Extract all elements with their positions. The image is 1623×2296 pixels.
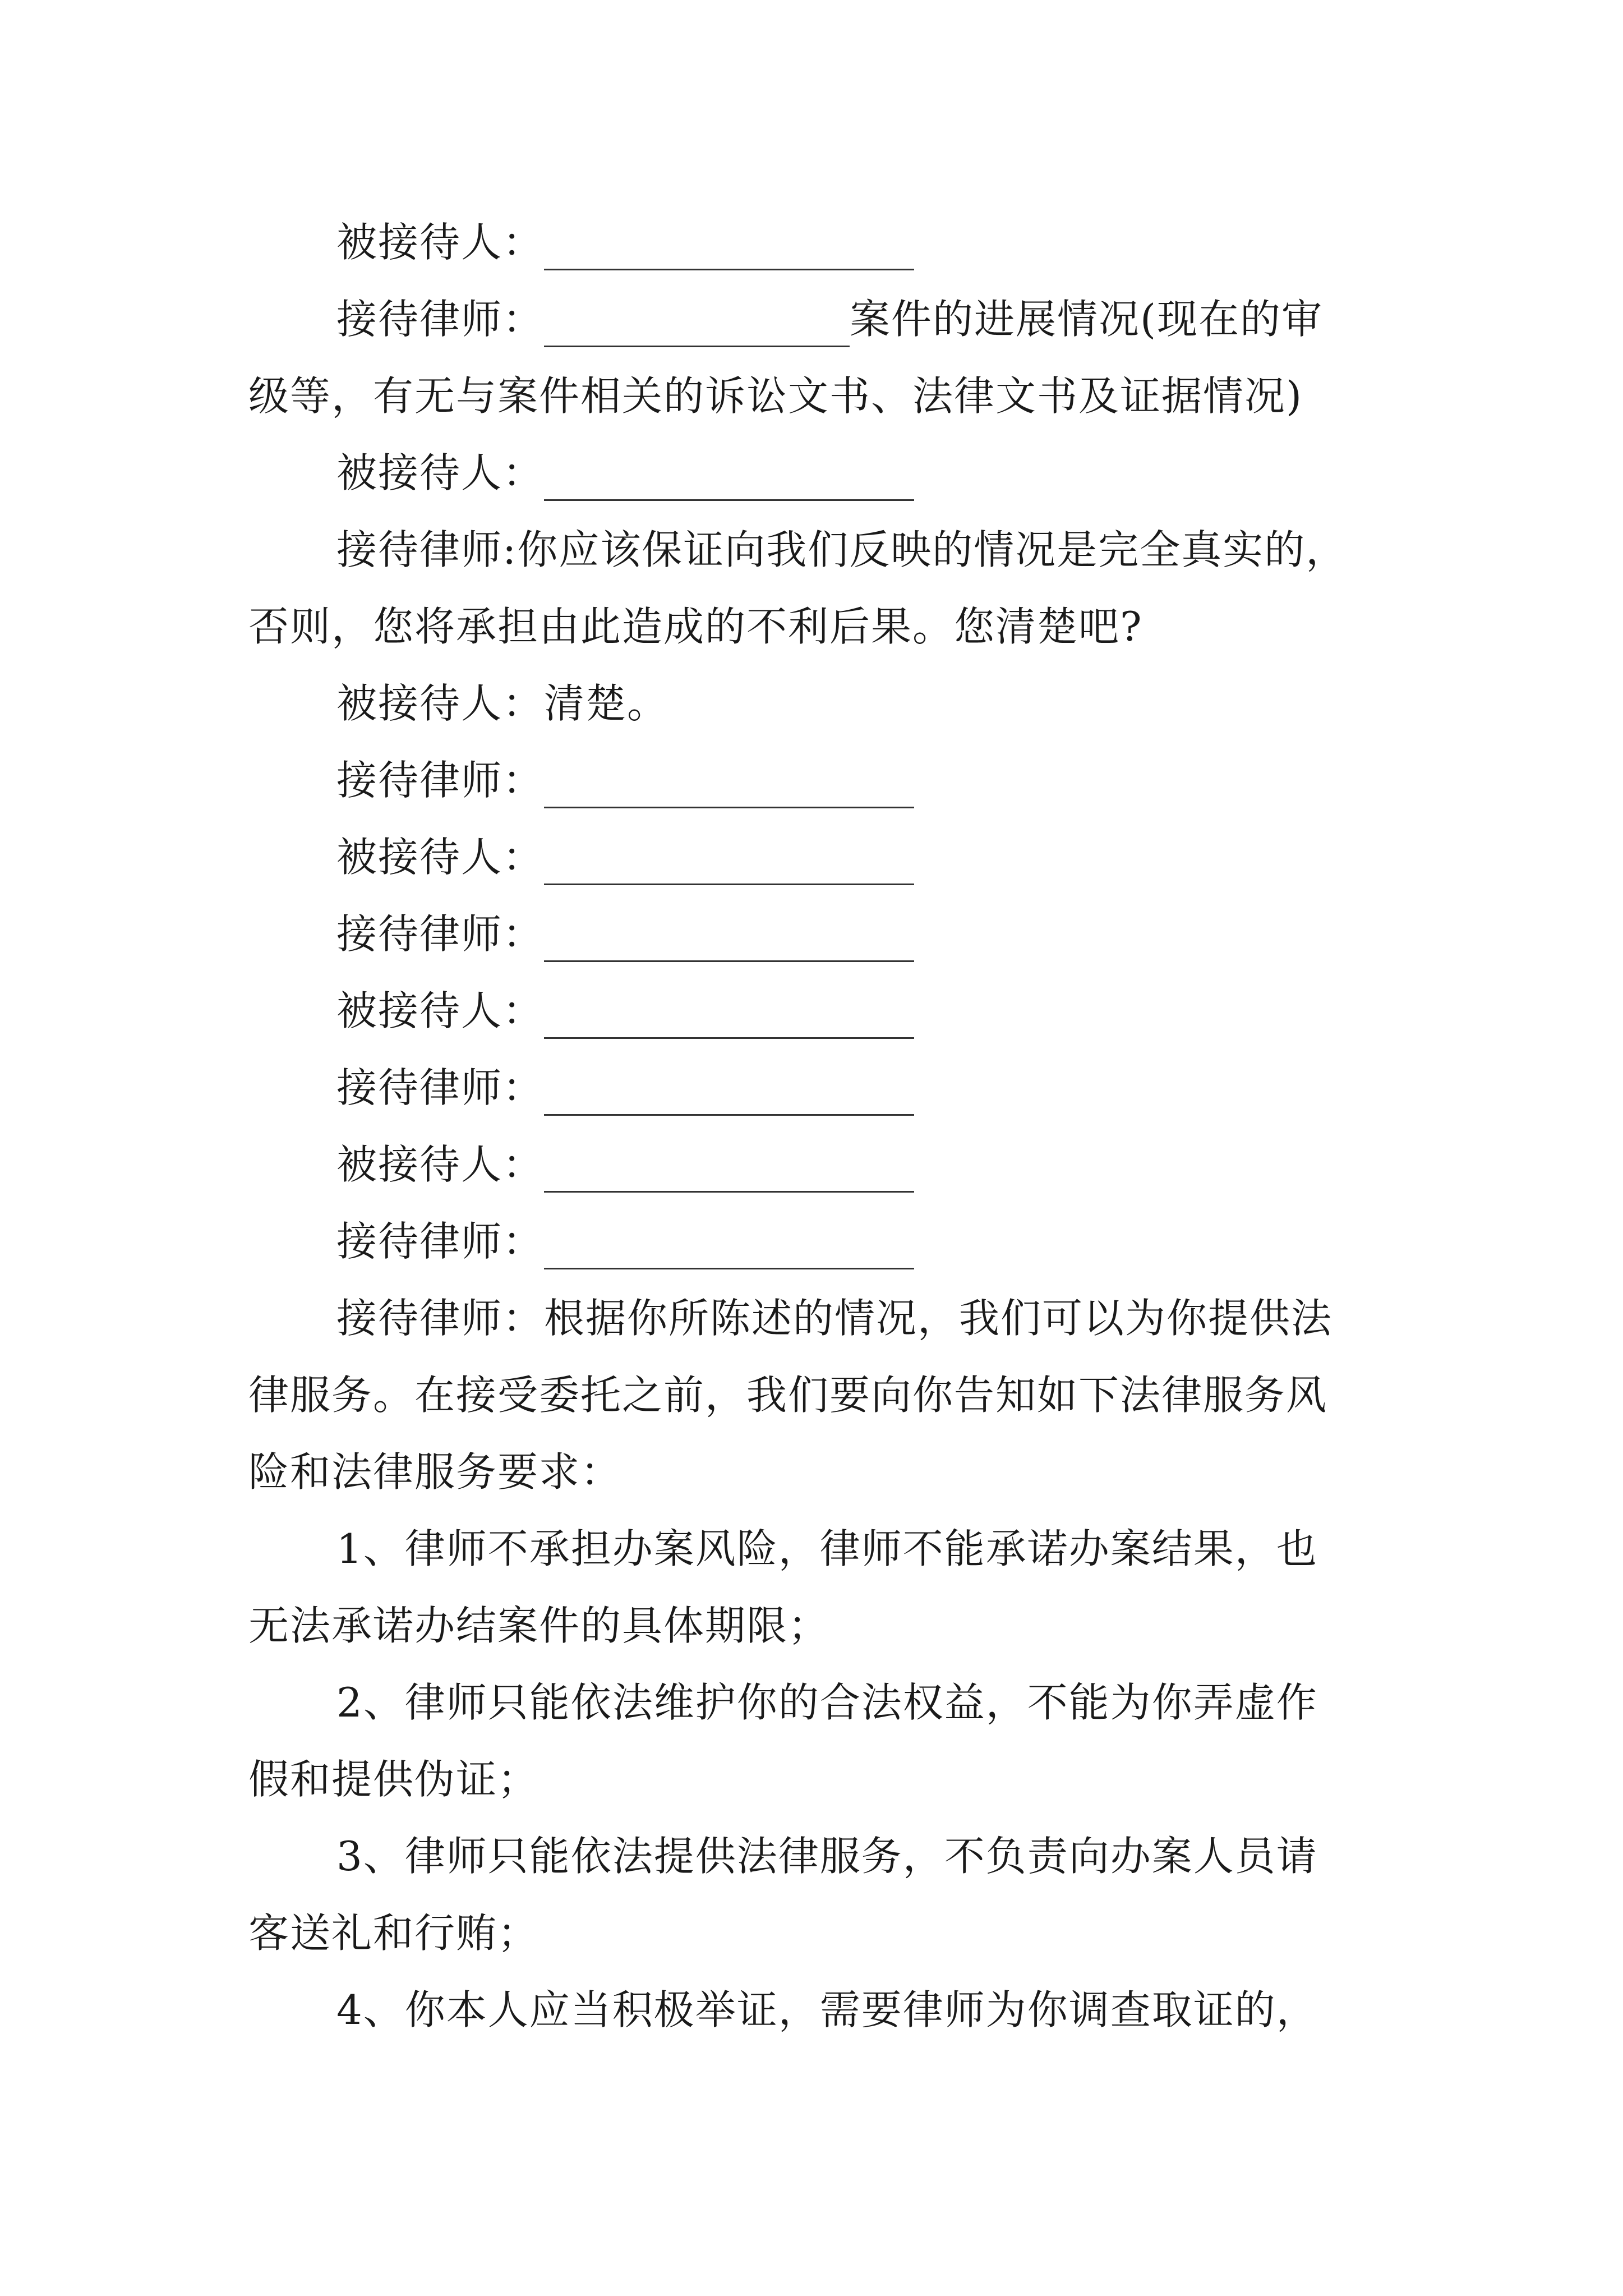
line-text: 3、律师只能依法提供法律服务，不负责向办案人员请: [336, 1833, 1318, 1880]
blank-field[interactable]: [544, 229, 914, 270]
speaker-label: 接待律师:: [336, 526, 518, 573]
list-item: [336, 1828, 1318, 1884]
speaker-label: 被接待人：: [336, 1141, 545, 1188]
speaker-label: 接待律师：: [336, 1218, 545, 1265]
blank-field[interactable]: [544, 460, 914, 501]
dialogue-line: [336, 752, 914, 808]
blank-field[interactable]: [544, 306, 850, 347]
line-text: 律服务。在接受委托之前，我们要向你告知如下法律服务风: [248, 1372, 1328, 1419]
dialogue-line: [336, 829, 914, 885]
continuation-line: [248, 368, 1303, 424]
continuation-line: [248, 599, 1143, 655]
line-text: 你应该保证向我们反映的情况是完全真实的，: [517, 526, 1348, 573]
blank-field[interactable]: [544, 844, 914, 885]
dialogue-line: [336, 291, 1323, 347]
speaker-label: 被接待人：: [336, 834, 545, 881]
dialogue-line: [336, 1213, 914, 1269]
line-text: 清楚。: [544, 680, 669, 727]
speaker-label: 接待律师：: [336, 1064, 545, 1111]
continuation-line: [248, 1598, 829, 1654]
dialogue-line: [336, 1290, 1332, 1346]
line-text: 4、你本人应当积极举证，需要律师为你调查取证的，: [336, 1986, 1318, 2033]
blank-field[interactable]: [544, 921, 914, 962]
list-item: [336, 1674, 1318, 1731]
blank-field[interactable]: [544, 767, 914, 808]
line-text: 假和提供伪证；: [248, 1756, 540, 1803]
speaker-label: 被接待人：: [336, 219, 545, 266]
continuation-line: [248, 1444, 622, 1500]
dialogue-line: [336, 214, 914, 270]
dialogue-line: [336, 983, 914, 1039]
speaker-label: 被接待人：: [336, 987, 545, 1034]
dialogue-line: [336, 675, 668, 731]
list-item: [336, 1982, 1318, 2038]
blank-field[interactable]: [544, 1075, 914, 1116]
blank-field[interactable]: [544, 1228, 914, 1269]
line-text: 无法承诺办结案件的具体期限；: [248, 1602, 830, 1649]
speaker-label: 接待律师：: [336, 1295, 545, 1342]
speaker-label: 被接待人：: [336, 449, 545, 496]
dialogue-line: [336, 522, 1347, 578]
line-text: 客送礼和行贿；: [248, 1910, 540, 1957]
dialogue-line: [336, 445, 914, 501]
dialogue-line: [336, 1137, 914, 1193]
line-text: 案件的进展情况(现在的审: [850, 296, 1324, 343]
speaker-label: 接待律师：: [336, 910, 545, 958]
line-text: 根据你所陈述的情况，我们可以为你提供法: [544, 1295, 1333, 1342]
line-text: 否则，您将承担由此造成的不利后果。您清楚吧?: [248, 603, 1143, 650]
list-item: [336, 1521, 1318, 1577]
line-text: 1、律师不承担办案风险，律师不能承诺办案结果，也: [336, 1525, 1318, 1572]
line-text: 险和法律服务要求：: [248, 1448, 623, 1496]
dialogue-line: [336, 1060, 914, 1116]
continuation-line: [248, 1905, 539, 1961]
line-text: 2、律师只能依法维护你的合法权益，不能为你弄虚作: [336, 1679, 1318, 1726]
blank-field[interactable]: [544, 1152, 914, 1193]
speaker-label: 接待律师：: [336, 296, 545, 343]
speaker-label: 被接待人：: [336, 680, 545, 727]
speaker-label: 接待律师：: [336, 757, 545, 804]
continuation-line: [248, 1751, 539, 1807]
dialogue-line: [336, 906, 914, 962]
blank-field[interactable]: [544, 998, 914, 1039]
continuation-line: [248, 1367, 1327, 1423]
line-text: 级等，有无与案件相关的诉讼文书、法律文书及证据情况): [248, 372, 1303, 420]
